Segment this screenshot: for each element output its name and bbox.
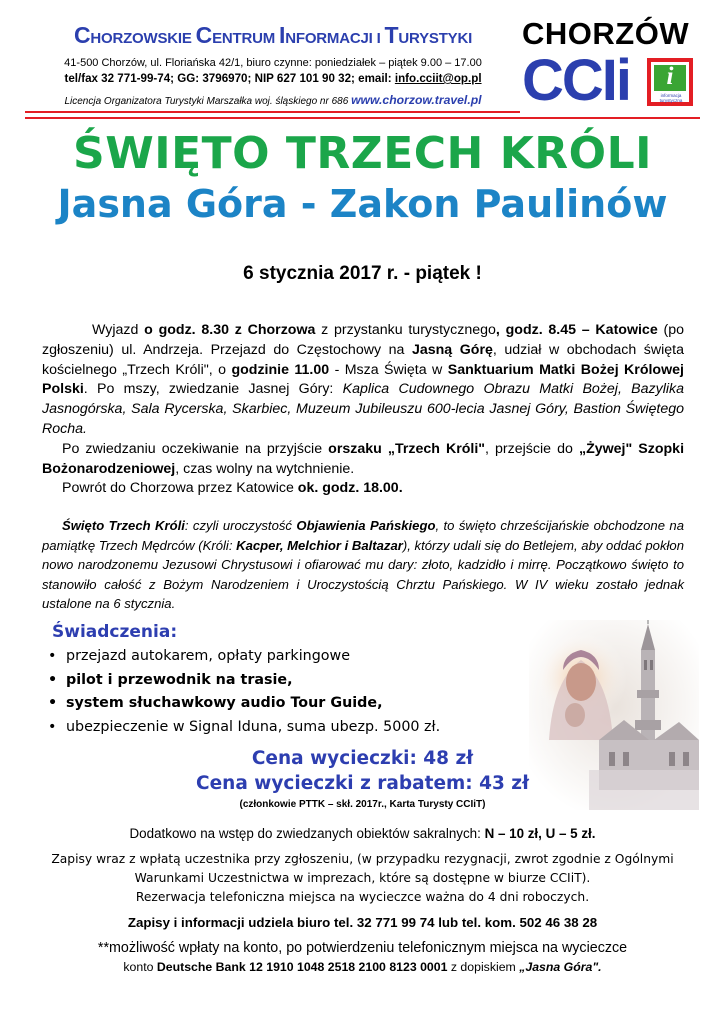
trip-discount-price: Cena wycieczki z rabatem: 43 zł [196,773,529,794]
office-address: 41-500 Chorzów, ul. Floriańska 42/1, biuro czynne: poniedziałek – piątek 9.00 – 17.00 [64,57,482,69]
itinerary-paragraph: Powrót do Chorzowa przez Katowice ok. godz. 18.00. [62,480,403,497]
tourist-info-icon: i informacja turystyczna [647,58,693,106]
trip-price: Cena wycieczki: 48 zł [251,748,474,769]
header-divider [25,117,700,119]
organization-name: CHORZOWSKIE CENTRUM INFORMACJI I TURYSTYKI [73,22,473,48]
holiday-description: Święto Trzech Króli: czyli uroczystość Objawienia Pańskiego, to święto chrześcijańskie obchodzone na pamiątkę Trzech Mędrców (Króli: Kacper, Melchior i Baltazar), którzy udali się do Betlejem, aby oddać pokłon nowo narodzonemu Jezusowi Chrystusowi i ofiarować mu dary: złoto, kadzidło i mirrę. Początkowo święto to stanowiło całość z Bożym Narodzeniem i Uroczystością Chrztu Pańskiego. W IV wieku zostało jednak ustalone na 6 stycznia. [42,518,684,612]
itinerary [42,321,684,499]
list-item: • przejazd autokarem, opłaty parkingowe [48,645,440,669]
website-link[interactable]: www.chorzow.travel.pl [351,93,482,107]
registration-terms: Zapisy wraz z wpłatą uczestnika przy zgłoszeniu, (w przypadku rezygnacji, zwrot zgodnie z Ogólnymi Warunkami Uczestnictwa w imprezach, które są dostępne w biurze CCIiT). Rezerwacja telefoniczna miejsca na wycieczce ważna do 4 dni roboczych. [51,852,674,904]
list-item: • pilot i przewodnik na trasie, [48,669,440,693]
benefits-list [48,645,440,739]
logo-city-name: CHORZÓW [522,16,690,51]
contact-info: Zapisy i informacji udziela biuro tel. 32 771 99 74 lub tel. kom. 502 46 38 28 [127,915,598,930]
list-item: • ubezpieczenie w Signal Iduna, suma ubezp. 5000 zł. [48,716,440,740]
event-date: 6 stycznia 2017 r. - piątek ! [243,263,482,284]
logo-abbreviation: CCIi [522,48,630,113]
header-divider [25,111,520,113]
contact-line: tel/fax 32 771-99-74; GG: 3796970; NIP 627 101 90 32; email: info.cciit@op.pl [64,72,482,85]
entry-fees: Dodatkowo na wstęp do zwiedzanych obiektów sakralnych: N – 10 zł, U – 5 zł. [129,826,596,841]
list-item: • system słuchawkowy audio Tour Guide, [48,692,440,716]
benefits-heading: Świadczenia: [52,622,178,642]
discount-note: (członkowie PTTK – skł. 2017r., Karta Turysty CCIiT) [239,799,486,810]
payment-note: **możliwość wpłaty na konto, po potwierdzeniu telefonicznym miejsca na wycieczce [97,940,628,956]
event-subtitle: Jasna Góra - Zakon Paulinów [57,182,668,226]
itinerary-paragraph: Po zwiedzaniu oczekiwanie na przyjście orszaku „Trzech Króli", przejście do „Żywej" Szopki Bożonarodzeniowej, czas wolny na wytchnienie. [42,440,685,477]
bank-account: konto Deutsche Bank 12 1910 1048 2518 2100 8123 0001 z dopiskiem „Jasna Góra". [123,960,602,974]
email-link[interactable]: info.cciit@op.pl [394,72,482,85]
event-title: ŚWIĘTO TRZECH KRÓLI [73,128,652,179]
itinerary-paragraph: Wyjazd o godz. 8.30 z Chorzowa z przystanku turystycznego, godz. 8.45 – Katowice (po zgłoszeniu) ul. Andrzeja. Przejazd do Częstochowy na Jasną Górę, udział w obchodach święta kościelnego „Trzech Króli", o godzinie 11.00 - Msza Święta w Sanktuarium Matki Bożej Królowej Polski. Po mszy, zwiedzanie Jasnej Góry: Kaplica Cudownego Obrazu Matki Bożej, Bazylika Jasnogórska, Sala Rycerska, Skarbiec, Muzeum Jubileuszu 600-lecia Jasnej Góry, Bastion Świętego Rocha. [42,322,684,437]
license-line: Licencja Organizatora Turystyki Marszałka woj. śląskiego nr 686 www.chorzow.travel.pl [64,93,482,107]
